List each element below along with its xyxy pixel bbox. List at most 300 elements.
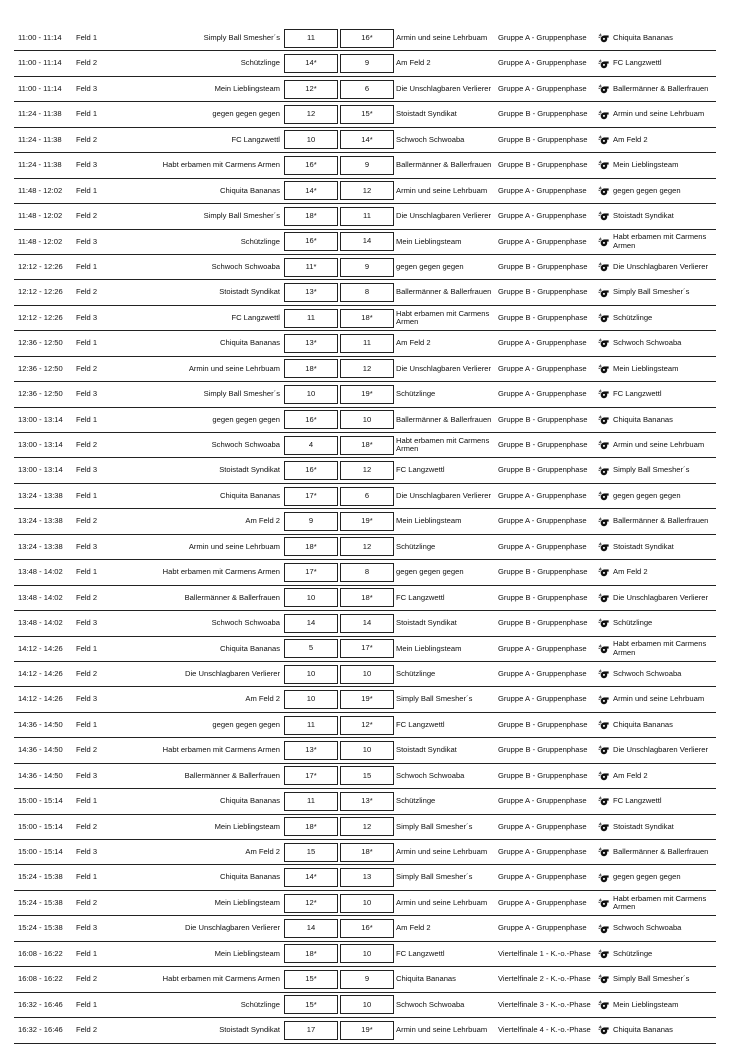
match-field: Feld 3	[76, 923, 98, 933]
match-group: Gruppe A - Gruppenphase	[498, 490, 587, 500]
home-team: Schützlinge	[240, 58, 280, 68]
home-team: Ballermänner & Ballerfrauen	[184, 770, 280, 780]
match-row	[14, 408, 716, 433]
home-score: 15*	[284, 970, 338, 989]
away-team: Schwoch Schwoaba	[396, 134, 465, 144]
referee-name: gegen gegen gegen	[613, 872, 681, 882]
match-row	[14, 840, 716, 865]
referee-cell	[598, 51, 716, 75]
match-group: Gruppe A - Gruppenphase	[498, 643, 587, 653]
referee-name: Stoistadt Syndikat	[613, 211, 674, 221]
away-team: Die Unschlagbaren Verlierer	[396, 490, 491, 500]
match-group: Gruppe B - Gruppenphase	[498, 719, 588, 729]
match-field: Feld 1	[76, 796, 98, 806]
match-row	[14, 51, 716, 76]
away-score: 10	[340, 894, 394, 913]
referee-cell	[598, 865, 716, 889]
match-row	[14, 637, 716, 662]
home-score: 12*	[284, 894, 338, 913]
match-time: 11:48 - 12:02	[18, 211, 63, 221]
match-field: Feld 3	[76, 694, 98, 704]
referee-name: Schützlinge	[613, 618, 653, 628]
whistle-icon	[598, 771, 609, 781]
match-field: Feld 3	[76, 847, 98, 857]
match-group: Viertelfinale 3 - K.-o.-Phase	[498, 999, 591, 1009]
match-time: 13:48 - 14:02	[18, 618, 63, 628]
home-score: 18*	[284, 207, 338, 226]
match-field: Feld 1	[76, 33, 98, 43]
away-score: 14*	[340, 130, 394, 149]
away-score: 10	[340, 944, 394, 963]
whistle-icon	[598, 491, 609, 501]
referee-cell	[598, 942, 716, 966]
match-row	[14, 433, 716, 458]
home-score: 10	[284, 385, 338, 404]
away-score: 9	[340, 156, 394, 175]
referee-name: Armin und seine Lehrbuam	[613, 109, 705, 119]
match-schedule-table	[14, 26, 716, 1044]
match-group: Gruppe A - Gruppenphase	[498, 33, 587, 43]
referee-name: Am Feld 2	[613, 567, 648, 577]
referee-name: Habt erbamen mit Carmens Armen	[613, 639, 707, 657]
match-field: Feld 3	[76, 312, 98, 322]
away-score: 10	[340, 410, 394, 429]
match-time: 11:24 - 11:38	[18, 134, 62, 144]
match-row	[14, 230, 716, 255]
referee-cell	[598, 357, 716, 381]
match-time: 14:36 - 14:50	[18, 745, 63, 755]
home-score: 17*	[284, 487, 338, 506]
match-field: Feld 1	[76, 948, 98, 958]
referee-cell	[598, 815, 716, 839]
away-score: 19*	[340, 385, 394, 404]
match-row	[14, 1018, 716, 1043]
referee-name: FC Langzwettl	[613, 796, 662, 806]
match-time: 15:00 - 15:14	[18, 796, 63, 806]
referee-name: Chiquita Bananas	[613, 414, 673, 424]
match-field: Feld 3	[76, 160, 98, 170]
referee-cell	[598, 255, 716, 279]
home-score: 15	[284, 843, 338, 862]
match-field: Feld 3	[76, 618, 98, 628]
away-score: 15	[340, 766, 394, 785]
match-time: 13:00 - 13:14	[18, 440, 63, 450]
match-row	[14, 128, 716, 153]
match-group: Gruppe B - Gruppenphase	[498, 109, 588, 119]
match-field: Feld 3	[76, 83, 98, 93]
match-group: Gruppe B - Gruppenphase	[498, 261, 588, 271]
match-field: Feld 2	[76, 592, 98, 602]
match-field: Feld 1	[76, 109, 98, 119]
home-score: 16*	[284, 156, 338, 175]
home-score: 10	[284, 130, 338, 149]
home-score: 11	[284, 716, 338, 735]
match-time: 12:36 - 12:50	[18, 389, 63, 399]
home-team: Chiquita Bananas	[220, 185, 280, 195]
away-team: Simply Ball Smesher´s	[396, 872, 473, 882]
away-team: Stoistadt Syndikat	[396, 745, 457, 755]
home-team: Stoistadt Syndikat	[219, 465, 280, 475]
home-team: Chiquita Bananas	[220, 872, 280, 882]
match-group: Gruppe B - Gruppenphase	[498, 134, 588, 144]
whistle-icon	[598, 262, 609, 272]
away-team: FC Langzwettl	[396, 465, 445, 475]
match-time: 16:08 - 16:22	[18, 974, 63, 984]
match-time: 14:36 - 14:50	[18, 770, 63, 780]
match-group: Gruppe A - Gruppenphase	[498, 516, 587, 526]
home-team: Habt erbamen mit Carmens Armen	[162, 745, 280, 755]
away-team: Mein Lieblingsteam	[396, 516, 462, 526]
match-field: Feld 2	[76, 516, 98, 526]
referee-cell	[598, 560, 716, 584]
referee-cell	[598, 993, 716, 1017]
match-field: Feld 2	[76, 58, 98, 68]
home-score: 12	[284, 105, 338, 124]
whistle-icon	[598, 542, 609, 552]
away-score: 12	[340, 359, 394, 378]
home-team: Chiquita Bananas	[220, 796, 280, 806]
match-row	[14, 865, 716, 890]
referee-cell	[598, 662, 716, 686]
match-group: Gruppe A - Gruppenphase	[498, 897, 587, 907]
match-group: Gruppe A - Gruppenphase	[498, 83, 587, 93]
home-score: 16*	[284, 410, 338, 429]
whistle-icon	[598, 313, 609, 323]
home-team: Mein Lieblingsteam	[214, 821, 280, 831]
match-group: Gruppe B - Gruppenphase	[498, 745, 588, 755]
match-time: 12:12 - 12:26	[18, 261, 63, 271]
match-time: 11:00 - 11:14	[18, 58, 62, 68]
away-team: Armin und seine Lehrbuam	[396, 185, 488, 195]
match-field: Feld 2	[76, 897, 98, 907]
home-team: Armin und seine Lehrbuam	[188, 363, 280, 373]
referee-cell	[598, 891, 716, 915]
match-row	[14, 77, 716, 102]
match-group: Gruppe B - Gruppenphase	[498, 618, 588, 628]
away-team: Die Unschlagbaren Verlierer	[396, 363, 491, 373]
home-team: Mein Lieblingsteam	[214, 948, 280, 958]
referee-name: Die Unschlagbaren Verlierer	[613, 261, 708, 271]
match-group: Gruppe B - Gruppenphase	[498, 440, 588, 450]
home-team: gegen gegen gegen	[212, 719, 280, 729]
match-field: Feld 3	[76, 541, 98, 551]
home-score: 10	[284, 588, 338, 607]
home-team: Schwoch Schwoaba	[211, 261, 280, 271]
away-score: 14	[340, 614, 394, 633]
referee-cell	[598, 153, 716, 177]
referee-name: Schützlinge	[613, 948, 653, 958]
home-team: Stoistadt Syndikat	[219, 287, 280, 297]
home-score: 17*	[284, 766, 338, 785]
referee-name: gegen gegen gegen	[613, 185, 681, 195]
referee-name: Schwoch Schwoaba	[613, 668, 682, 678]
away-score: 14	[340, 232, 394, 251]
referee-cell	[598, 916, 716, 940]
away-team: Schützlinge	[396, 668, 436, 678]
match-field: Feld 1	[76, 414, 98, 424]
away-score: 9	[340, 258, 394, 277]
referee-name: Chiquita Bananas	[613, 1025, 673, 1035]
match-row	[14, 458, 716, 483]
home-score: 17*	[284, 563, 338, 582]
match-row	[14, 204, 716, 229]
referee-cell	[598, 840, 716, 864]
referee-name: Stoistadt Syndikat	[613, 541, 674, 551]
whistle-icon	[598, 440, 609, 450]
match-field: Feld 1	[76, 338, 98, 348]
whistle-icon	[598, 974, 609, 984]
whistle-icon	[598, 593, 609, 603]
home-score: 14	[284, 919, 338, 938]
away-team: Armin und seine Lehrbuam	[396, 847, 488, 857]
referee-name: Stoistadt Syndikat	[613, 821, 674, 831]
away-score: 18*	[340, 843, 394, 862]
match-group: Gruppe A - Gruppenphase	[498, 363, 587, 373]
whistle-icon	[598, 618, 609, 628]
away-team: FC Langzwettl	[396, 948, 445, 958]
match-group: Gruppe A - Gruppenphase	[498, 389, 587, 399]
referee-cell	[598, 102, 716, 126]
referee-cell	[598, 484, 716, 508]
match-time: 12:12 - 12:26	[18, 312, 63, 322]
home-score: 18*	[284, 817, 338, 836]
referee-cell	[598, 408, 716, 432]
match-field: Feld 2	[76, 134, 98, 144]
referee-cell	[598, 230, 716, 254]
home-score: 14	[284, 614, 338, 633]
home-score: 14*	[284, 868, 338, 887]
home-score: 12*	[284, 80, 338, 99]
home-team: FC Langzwettl	[231, 312, 280, 322]
whistle-icon	[598, 466, 609, 476]
home-score: 18*	[284, 359, 338, 378]
away-team: Am Feld 2	[396, 338, 431, 348]
match-row	[14, 280, 716, 305]
match-field: Feld 1	[76, 185, 98, 195]
referee-name: Die Unschlagbaren Verlierer	[613, 745, 708, 755]
home-team: Am Feld 2	[245, 847, 280, 857]
away-score: 15*	[340, 105, 394, 124]
referee-name: Schwoch Schwoaba	[613, 923, 682, 933]
away-team: gegen gegen gegen	[396, 567, 464, 577]
referee-name: Habt erbamen mit Carmens Armen	[613, 232, 707, 250]
away-score: 13	[340, 868, 394, 887]
whistle-icon	[598, 135, 609, 145]
away-team: Simply Ball Smesher´s	[396, 694, 473, 704]
whistle-icon	[598, 415, 609, 425]
away-team: Ballermänner & Ballerfrauen	[396, 287, 492, 297]
match-row	[14, 509, 716, 534]
away-score: 12	[340, 537, 394, 556]
away-team: Schwoch Schwoaba	[396, 999, 465, 1009]
home-score: 13*	[284, 283, 338, 302]
referee-cell	[598, 535, 716, 559]
referee-cell	[598, 204, 716, 228]
match-group: Gruppe B - Gruppenphase	[498, 312, 588, 322]
match-group: Gruppe B - Gruppenphase	[498, 567, 588, 577]
match-row	[14, 179, 716, 204]
match-time: 11:00 - 11:14	[18, 83, 62, 93]
match-group: Gruppe B - Gruppenphase	[498, 465, 588, 475]
away-score: 10	[340, 995, 394, 1014]
away-score: 18*	[340, 588, 394, 607]
whistle-icon	[598, 288, 609, 298]
whistle-icon	[598, 517, 609, 527]
away-score: 10	[340, 665, 394, 684]
match-time: 15:24 - 15:38	[18, 872, 63, 882]
match-row	[14, 967, 716, 992]
away-score: 19*	[340, 690, 394, 709]
match-row	[14, 357, 716, 382]
away-team: Stoistadt Syndikat	[396, 109, 457, 119]
whistle-icon	[598, 59, 609, 69]
whistle-icon	[598, 644, 609, 654]
match-field: Feld 1	[76, 643, 98, 653]
home-score: 11	[284, 29, 338, 48]
away-team: Mein Lieblingsteam	[396, 236, 462, 246]
away-score: 11	[340, 207, 394, 226]
home-team: Simply Ball Smesher´s	[203, 389, 280, 399]
home-team: Am Feld 2	[245, 516, 280, 526]
match-row	[14, 662, 716, 687]
home-team: Mein Lieblingsteam	[214, 83, 280, 93]
home-team: gegen gegen gegen	[212, 109, 280, 119]
match-time: 15:00 - 15:14	[18, 821, 63, 831]
match-group: Gruppe A - Gruppenphase	[498, 236, 587, 246]
away-team: FC Langzwettl	[396, 592, 445, 602]
match-time: 12:36 - 12:50	[18, 338, 63, 348]
referee-cell	[598, 713, 716, 737]
home-team: Mein Lieblingsteam	[214, 897, 280, 907]
home-team: Ballermänner & Ballerfrauen	[184, 592, 280, 602]
home-team: Chiquita Bananas	[220, 338, 280, 348]
home-score: 14*	[284, 54, 338, 73]
whistle-icon	[598, 720, 609, 730]
match-time: 14:12 - 14:26	[18, 643, 63, 653]
match-group: Viertelfinale 2 - K.-o.-Phase	[498, 974, 591, 984]
match-group: Gruppe A - Gruppenphase	[498, 872, 587, 882]
home-score: 4	[284, 436, 338, 455]
referee-name: Habt erbamen mit Carmens Armen	[613, 893, 707, 912]
home-team: Chiquita Bananas	[220, 490, 280, 500]
whistle-icon	[598, 211, 609, 221]
match-group: Gruppe A - Gruppenphase	[498, 541, 587, 551]
away-team: Armin und seine Lehrbuam	[396, 1025, 488, 1035]
referee-name: Simply Ball Smesher´s	[613, 287, 690, 297]
away-team: Simply Ball Smesher´s	[396, 821, 473, 831]
match-field: Feld 2	[76, 287, 98, 297]
match-time: 15:24 - 15:38	[18, 923, 63, 933]
home-team: gegen gegen gegen	[212, 414, 280, 424]
away-team: FC Langzwettl	[396, 719, 445, 729]
referee-cell	[598, 738, 716, 762]
match-field: Feld 1	[76, 999, 98, 1009]
away-score: 10	[340, 741, 394, 760]
referee-name: Ballermänner & Ballerfrauen	[613, 847, 709, 857]
whistle-icon	[598, 898, 609, 908]
referee-cell	[598, 77, 716, 101]
referee-cell	[598, 764, 716, 788]
match-group: Gruppe A - Gruppenphase	[498, 338, 587, 348]
away-team: Schützlinge	[396, 541, 436, 551]
match-field: Feld 3	[76, 236, 98, 246]
match-time: 12:12 - 12:26	[18, 287, 63, 297]
referee-cell	[598, 26, 716, 50]
match-field: Feld 3	[76, 465, 98, 475]
away-score: 12*	[340, 716, 394, 735]
referee-cell	[598, 789, 716, 813]
referee-name: FC Langzwettl	[613, 389, 662, 399]
referee-cell	[598, 382, 716, 406]
away-score: 12	[340, 461, 394, 480]
home-score: 5	[284, 639, 338, 658]
away-team: Habt erbamen mit Carmens Armen	[396, 308, 490, 327]
referee-name: gegen gegen gegen	[613, 490, 681, 500]
referee-name: Simply Ball Smesher´s	[613, 465, 690, 475]
home-team: Die Unschlagbaren Verlierer	[185, 923, 280, 933]
match-row	[14, 789, 716, 814]
referee-name: Schützlinge	[613, 312, 653, 322]
home-team: Schwoch Schwoaba	[211, 440, 280, 450]
referee-cell	[598, 611, 716, 635]
match-time: 15:00 - 15:14	[18, 847, 63, 857]
match-time: 11:24 - 11:38	[18, 109, 62, 119]
match-time: 13:24 - 13:38	[18, 516, 63, 526]
match-time: 16:08 - 16:22	[18, 948, 63, 958]
match-row	[14, 26, 716, 51]
away-score: 12	[340, 181, 394, 200]
match-group: Gruppe A - Gruppenphase	[498, 694, 587, 704]
match-row	[14, 535, 716, 560]
match-group: Gruppe A - Gruppenphase	[498, 821, 587, 831]
match-time: 13:24 - 13:38	[18, 490, 63, 500]
home-team: FC Langzwettl	[231, 134, 280, 144]
match-field: Feld 2	[76, 974, 98, 984]
away-team: Mein Lieblingsteam	[396, 643, 462, 653]
home-team: Schützlinge	[240, 999, 280, 1009]
match-field: Feld 2	[76, 211, 98, 221]
referee-name: Armin und seine Lehrbuam	[613, 694, 705, 704]
home-team: Armin und seine Lehrbuam	[188, 541, 280, 551]
home-team: Simply Ball Smesher´s	[203, 33, 280, 43]
match-row	[14, 611, 716, 636]
whistle-icon	[598, 924, 609, 934]
match-time: 14:36 - 14:50	[18, 719, 63, 729]
home-team: Stoistadt Syndikat	[219, 1025, 280, 1035]
whistle-icon	[598, 110, 609, 120]
home-score: 18*	[284, 537, 338, 556]
match-time: 11:48 - 12:02	[18, 185, 63, 195]
match-row	[14, 764, 716, 789]
whistle-icon	[598, 745, 609, 755]
referee-name: Mein Lieblingsteam	[613, 363, 679, 373]
match-group: Gruppe A - Gruppenphase	[498, 796, 587, 806]
match-group: Gruppe A - Gruppenphase	[498, 923, 587, 933]
whistle-icon	[598, 364, 609, 374]
match-group: Viertelfinale 4 - K.-o.-Phase	[498, 1025, 591, 1035]
referee-cell	[598, 586, 716, 610]
match-time: 11:48 - 12:02	[18, 236, 63, 246]
away-score: 9	[340, 970, 394, 989]
referee-name: FC Langzwettl	[613, 58, 662, 68]
whistle-icon	[598, 669, 609, 679]
home-score: 13*	[284, 334, 338, 353]
referee-cell	[598, 433, 716, 457]
away-score: 8	[340, 563, 394, 582]
match-row	[14, 560, 716, 585]
referee-name: Am Feld 2	[613, 770, 648, 780]
match-field: Feld 2	[76, 1025, 98, 1035]
